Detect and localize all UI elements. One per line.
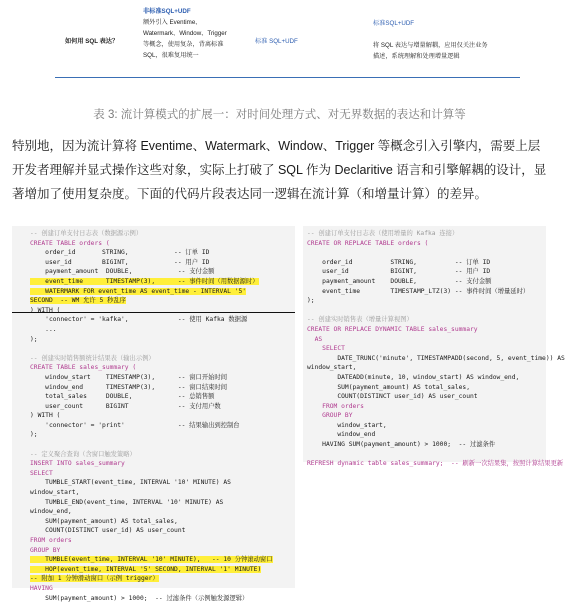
code-line: -- 定义聚合查询（含窗口触发策略） — [30, 450, 136, 458]
code-line: window_end TIMESTAMP(3), -- 窗口结束时间 — [30, 383, 228, 391]
code-line: AS — [307, 335, 323, 343]
code-line: ) WITH ( — [30, 412, 61, 420]
code-line — [303, 306, 546, 316]
code-line: user_id BIGINT, -- 用户 ID — [307, 268, 491, 276]
code-line: SELECT — [30, 469, 53, 477]
code-line: order_id STRING, -- 订单 ID — [30, 249, 210, 257]
code-line: SUM(payment_amount) AS total_sales, — [307, 383, 471, 391]
code-line: GROUP BY — [307, 412, 353, 420]
code-line: ) WITH ( — [30, 306, 61, 314]
table-cell-streaming — [143, 6, 248, 61]
code-line: payment_amount DOUBLE, -- 支付金额 — [30, 268, 215, 276]
table-cell-line: SQL，很难复用统一 — [143, 52, 199, 59]
code-line: TUMBLE_START(event_time, INTERVAL '10' MINUTE) AS — [30, 479, 231, 487]
code-line: -- 创建实时销售额统计结果表（输出示例） — [30, 354, 155, 362]
code-line: -- 创建订单支付日志表（使用增量的 Kafka 连接） — [307, 230, 459, 237]
code-line: -- 创建实时销售表（增量计算视图） — [307, 316, 413, 324]
code-line: window_start, — [30, 489, 80, 497]
code-line: user_count BIGINT -- 支付用户数 — [30, 402, 221, 410]
code-line: FROM orders — [307, 402, 364, 410]
code-line: INSERT INTO sales_summary — [30, 460, 125, 468]
code-line: SELECT — [307, 345, 345, 353]
code-line: SUM(payment_amount) AS total_sales, — [30, 517, 178, 525]
code-line: CREATE TABLE sales_summary ( — [30, 364, 137, 372]
code-line: window_start, — [307, 364, 357, 372]
streaming-sql-code-block — [12, 226, 295, 602]
table-cell-line: Watermark、Window、Trigger — [143, 30, 227, 37]
code-line: CREATE OR REPLACE DYNAMIC TABLE sales_summary — [307, 325, 478, 333]
code-line: TUMBLE_END(event_time, INTERVAL '10' MINUTE) AS — [30, 498, 224, 506]
table-cell-line: 标准SQL+UDF — [373, 20, 415, 27]
code-line: ); — [30, 335, 38, 343]
incremental-sql-code-block — [303, 226, 565, 468]
code-line: SECOND -- WM 允许 5 秒乱序 — [30, 297, 126, 305]
code-line: -- 附加 1 分钟滑动窗口（示例 trigger） — [30, 575, 159, 583]
code-line — [12, 440, 295, 450]
table-row-label: 如何用 SQL 表达？ — [65, 38, 119, 45]
code-line: -- 创建订单支付日志表（数据源示例） — [30, 230, 143, 237]
table-cell-line: 等概念，使用复杂，背离标准 — [143, 41, 224, 48]
code-line: CREATE TABLE orders ( — [30, 239, 110, 247]
table-cell-line: 额外引入 Eventime、 — [143, 19, 202, 26]
table-cell-line: 描述，系统理解和处理增量逻辑 — [373, 53, 460, 60]
table-cell-line — [373, 29, 523, 40]
code-line: REFRESH dynamic table sales_summary; -- 刷新一次结果集，按照计算结果更新 — [307, 460, 564, 468]
code-line: TUMBLE(event_time, INTERVAL '10' MINUTE), -- 10 分钟滚动窗口 — [30, 556, 273, 564]
body-paragraph: 特别地，因为流计算将 Eventime、Watermark、Window、Trigger 等概念引入引擎内，需要上层开发者理解并显式操作这些对象，实际上打破了 SQL 作为 Declaritive 语言和引擎解耦的设计，显著增加了使用复杂度。下面的代码片段表达同一逻辑在流计算（和增量计算）的差异。 — [12, 139, 547, 201]
code-line — [303, 248, 546, 258]
code-line: ... — [30, 325, 57, 333]
code-line: 'connector' = 'kafka', -- 使用 Kafka 数据源 — [30, 316, 248, 324]
code-line: order_id STRING, -- 订单 ID — [307, 258, 491, 266]
table-cell-line: 将 SQL 表达与增量解耦，应用仅关注业务 — [373, 42, 488, 49]
code-line: WATERMARK FOR event_time AS event_time - INTERVAL '5' — [30, 287, 247, 295]
code-line: CREATE OR REPLACE TABLE orders ( — [307, 239, 429, 247]
code-line: window_start, — [307, 421, 387, 429]
code-line: event_time TIMESTAMP(3), -- 事件时间（用数据源时） — [30, 277, 259, 285]
table-caption: 表 3: 流计算模式的扩展一：对时间处理方式、对无界数据的表达和计算等 — [93, 109, 466, 121]
table-cell-line: 非标准SQL+UDF — [143, 8, 191, 15]
code-line: SUM(payment_amount) > 1000; -- 过滤条件（示例触发源逻辑） — [30, 594, 249, 602]
code-line: COUNT(DISTINCT user_id) AS user_count — [30, 527, 186, 535]
code-line: HAVING SUM(payment_amount) > 1000; -- 过滤条件 — [307, 441, 496, 449]
code-line: GROUP BY — [30, 546, 61, 554]
code-line: window_end, — [30, 508, 72, 516]
table-cell-incremental — [373, 18, 523, 62]
code-line: 'connector' = 'print' -- 结果输出到控制台 — [30, 421, 240, 429]
code-line: user_id BIGINT, -- 用户 ID — [30, 258, 210, 266]
code-line — [12, 344, 295, 354]
code-line: HOP(event_time, INTERVAL '5' SECOND, INTERVAL '1' MINUTE) — [30, 565, 262, 573]
code-line: window_start TIMESTAMP(3), -- 窗口开始时间 — [30, 373, 228, 381]
code-line: FROM orders — [30, 537, 72, 544]
code-line: window_end — [307, 431, 376, 439]
code-line: DATE_TRUNC('minute', TIMESTAMPADD(second, 5, event_time)) AS — [307, 354, 565, 362]
code-line: ); — [30, 431, 38, 439]
code-line: COUNT(DISTINCT user_id) AS user_count — [307, 393, 478, 401]
table-cell-standard-sql: 标准 SQL+UDF — [255, 38, 298, 45]
code-line: DATEADD(minute, 10, window_start) AS window_end, — [307, 373, 520, 381]
code-line — [303, 450, 546, 460]
code-line: ); — [307, 297, 315, 305]
comparison-table — [55, 0, 520, 78]
code-line: HAVING — [30, 584, 53, 592]
code-line: payment_amount DOUBLE, -- 支付金额 — [307, 277, 492, 285]
code-line: event_time TIMESTAMP_LTZ(3) -- 事件时间（增量延时） — [307, 287, 530, 295]
code-line: total_sales DOUBLE, -- 总销售额 — [30, 393, 215, 401]
